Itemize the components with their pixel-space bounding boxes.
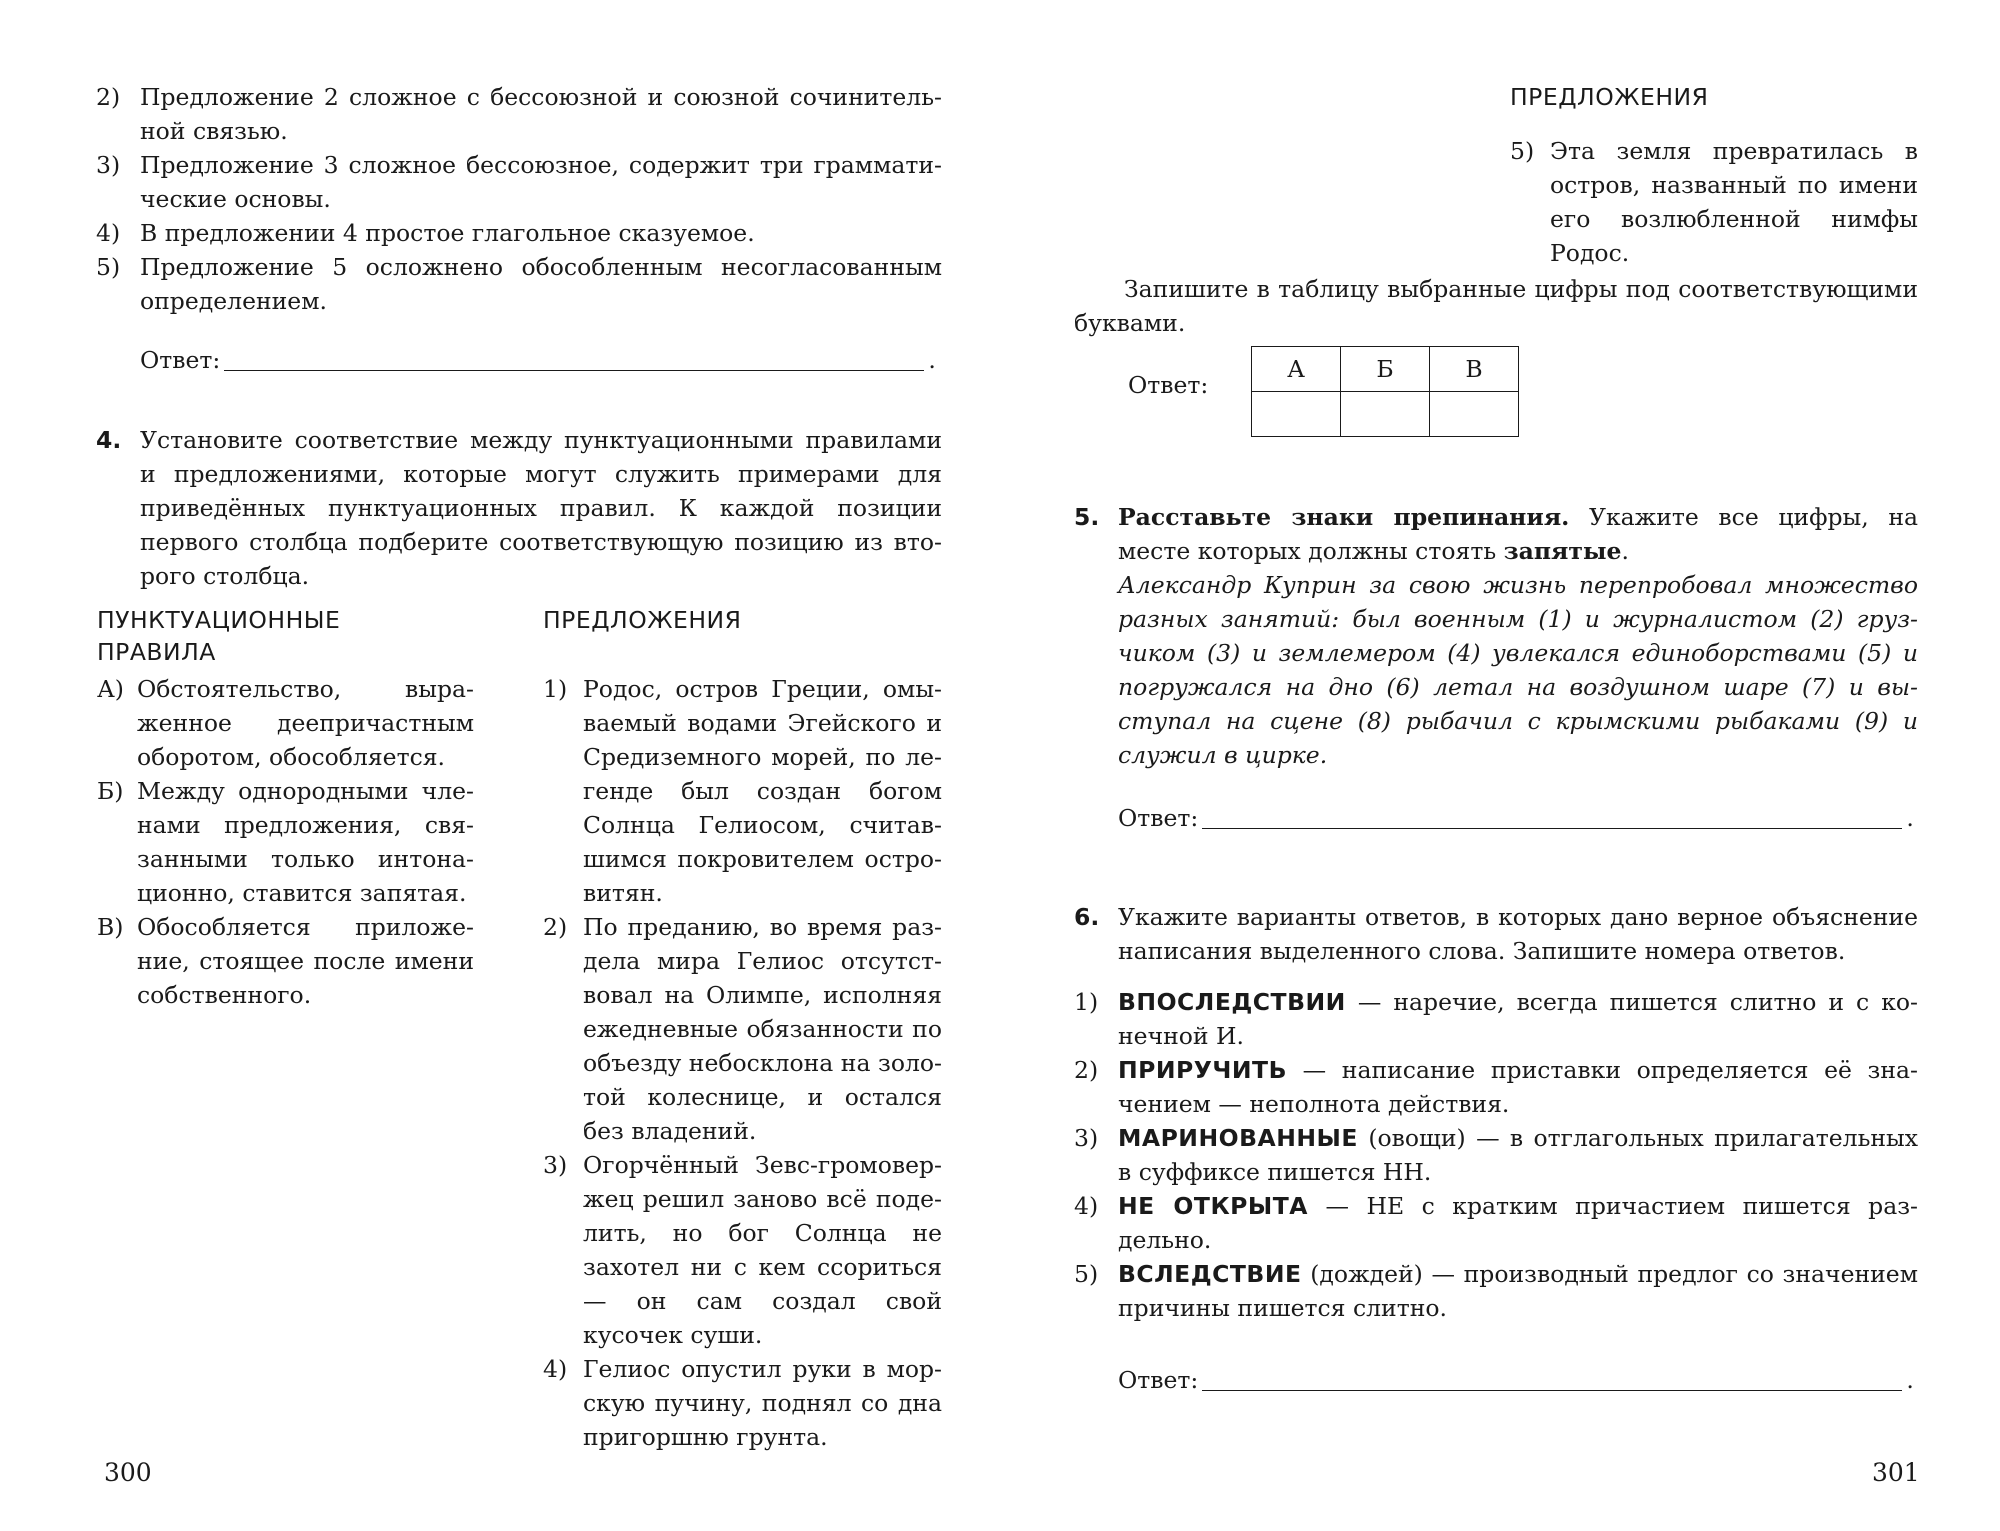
sentences-header-continued: ПРЕДЛОЖЕНИЯ	[1510, 83, 1709, 111]
task-5-prompt: 5. Расставьте знаки препинания. Укажите все цифры, на месте которых должны стоять запятые.	[1074, 500, 1918, 568]
task-4-prompt: 4. Установите соответствие между пунктуационными правилами и предложениями, которые могут служить примерами для приведённых пунктуационных правил. К каждой позиции первого столбца подберите соответствующую позицию из второго столбца.	[96, 423, 942, 593]
list-item: 1) ВПОСЛЕДСТВИИ — наречие, всегда пишется слитно и с конечной И.	[1074, 988, 1918, 1050]
rules-column	[97, 672, 474, 1012]
answer-label-table: Ответ:	[1128, 371, 1209, 399]
sentences-column	[543, 672, 942, 1454]
answer-blank[interactable]	[224, 342, 924, 371]
list-item: 4) Гелиос опустил руки в морскую пучину, поднял со дна пригоршню грунта.	[543, 1355, 942, 1451]
table-header-v: В	[1430, 347, 1519, 392]
answer-line-task5: Ответ: .	[1118, 800, 1922, 835]
task-6-prompt: 6. Укажите варианты ответов, в которых дано верное объяснение написания выделенного слова. Запишите номера ответов.	[1074, 900, 1918, 968]
list-item: 2) ПРИРУЧИТЬ — написание приставки определяется её значением — неполнота действия.	[1074, 1056, 1918, 1118]
page-number: 300	[104, 1458, 152, 1487]
right-page	[1000, 0, 2000, 1531]
table-header-a: А	[1252, 347, 1341, 392]
list-item: Б) Между однородными членами предложения, связанными только интонационно, ставится запятая.	[97, 777, 474, 907]
list-item: 5) Эта земля превратилась в остров, названный по имени его возлюбленной нимфы Родос.	[1510, 137, 1918, 267]
list-item: 2) Предложение 2 сложное с бессоюзной и союзной сочинительной связью.	[96, 83, 942, 145]
list-item: 5) ВСЛЕДСТВИЕ (дождей) — производный предлог со значением причины пишется слитно.	[1074, 1260, 1918, 1322]
task-6-options	[1074, 985, 1918, 1325]
list-item: 1) Родос, остров Греции, омываемый водами Эгейского и Средиземного морей, по легенде был создан богом Солнца Гелиосом, считавшимся покровителем островитян.	[543, 675, 942, 907]
answer-line-task3: Ответ: .	[140, 342, 948, 377]
previous-task-options	[96, 80, 942, 318]
list-item: 3) Огорчённый Зевс-громовержец решил заново всё поделить, но бог Солнца не захотел ни с кем ссориться — он сам создал свой кусочек суши.	[543, 1151, 942, 1349]
answer-cell-v[interactable]	[1430, 392, 1519, 437]
rules-header: ПУНКТУАЦИОННЫЕ ПРАВИЛА	[97, 606, 341, 666]
list-item: 4) В предложении 4 простое глагольное сказуемое.	[96, 219, 755, 247]
task-number: 4.	[96, 426, 122, 454]
table-instruction: Запишите в таблицу выбранные цифры под соответствующими буквами.	[1074, 275, 1918, 337]
table-header-b: Б	[1341, 347, 1430, 392]
task-number: 6.	[1074, 903, 1100, 931]
answer-line-task6: Ответ: .	[1118, 1362, 1922, 1397]
page-number: 301	[1872, 1458, 1920, 1487]
list-item: 3) МАРИНОВАННЫЕ (овощи) — в отглагольных прилагательных в суффиксе пишется НН.	[1074, 1124, 1918, 1186]
answer-blank[interactable]	[1202, 800, 1902, 829]
answer-table	[1251, 346, 1519, 437]
list-item: А) Обстоятельство, выраженное деепричастным оборотом, обособляется.	[97, 675, 474, 771]
list-item: 3) Предложение 3 сложное бессоюзное, содержит три грамматические основы.	[96, 151, 942, 213]
task-5-text: Александр Куприн за свою жизнь перепробовал множество разных занятий: был военным (1) и журналистом (2) грузчиком (3) и землемером (4) увлекался единоборствами (5) и погружался на дно (6) летал на воздушном шаре (7) и выступал на сцене (8) рыбачил с крымскими рыбаками (9) и служил в цирке.	[1118, 571, 1918, 769]
list-item: 5) Предложение 5 осложнено обособленным несогласованным определением.	[96, 253, 942, 315]
answer-blank[interactable]	[1202, 1362, 1902, 1391]
task-number: 5.	[1074, 503, 1100, 531]
answer-cell-b[interactable]	[1341, 392, 1430, 437]
answer-cell-a[interactable]	[1252, 392, 1341, 437]
list-item: 2) По преданию, во время раздела мира Гелиос отсутствовал на Олимпе, исполняя ежедневные обязанности по объезду небосклона на золотой колеснице, и остался без владений.	[543, 913, 942, 1145]
sentences-header: ПРЕДЛОЖЕНИЯ	[543, 606, 742, 634]
list-item: В) Обособляется приложение, стоящее после имени собственного.	[97, 913, 474, 1009]
list-item: 4) НЕ ОТКРЫТА — НЕ с кратким причастием пишется раздельно.	[1074, 1192, 1918, 1254]
